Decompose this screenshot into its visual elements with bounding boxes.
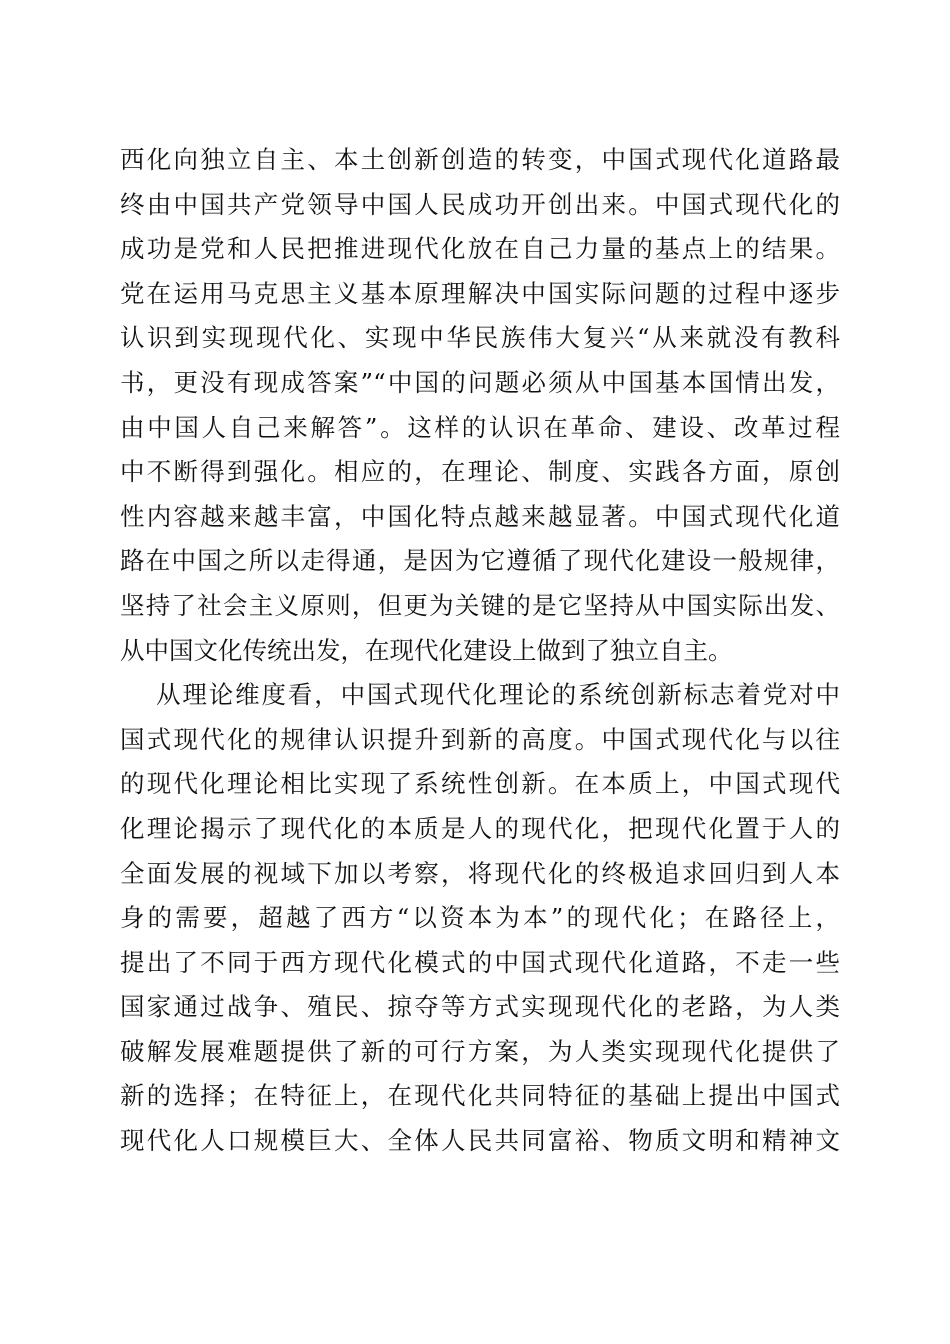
text-line: 西化向独立自主、本土创新创造的转变，中国式现代化道路最 — [120, 145, 840, 174]
text-line: 路在中国之所以走得通，是因为它遵循了现代化建设一般规律， — [120, 546, 840, 576]
text-line: 由中国人自己来解答”。这样的认识在革命、建设、改革过程 — [120, 412, 840, 442]
text-line: 化理论揭示了现代化的本质是人的现代化，把现代化置于人的 — [120, 813, 840, 843]
text-line: 性内容越来越丰富，中国化特点越来越显著。中国式现代化道 — [120, 501, 840, 531]
text-line: 成功是党和人民把推进现代化放在自己力量的基点上的结果。 — [120, 234, 840, 264]
text-line: 的现代化理论相比实现了系统性创新。在本质上，中国式现代 — [120, 769, 840, 799]
text-line: 从理论维度看，中国式现代化理论的系统创新标志着党对中 — [156, 680, 840, 710]
paragraph-1 — [120, 138, 840, 673]
text-line: 国家通过战争、殖民、掠夺等方式实现现代化的老路，为人类 — [120, 992, 840, 1022]
text-line: 身的需要，超越了西方“以资本为本”的现代化；在路径上， — [120, 903, 840, 933]
text-line: 新的选择；在特征上，在现代化共同特征的基础上提出中国式 — [120, 1081, 840, 1111]
paragraph-2 — [120, 673, 840, 1164]
text-line: 终由中国共产党领导中国人民成功开创出来。中国式现代化的 — [120, 189, 840, 219]
body-text — [120, 138, 840, 1164]
text-line: 中不断得到强化。相应的，在理论、制度、实践各方面，原创 — [120, 457, 840, 487]
text-line: 认识到实现现代化、实现中华民族伟大复兴“从来就没有教科 — [120, 323, 840, 353]
text-line: 全面发展的视域下加以考察，将现代化的终极追求回归到人本 — [120, 858, 840, 888]
text-line: 国式现代化的规律认识提升到新的高度。中国式现代化与以往 — [120, 724, 840, 754]
text-line: 现代化人口规模巨大、全体人民共同富裕、物质文明和精神文 — [120, 1126, 840, 1156]
text-line: 坚持了社会主义原则，但更为关键的是它坚持从中国实际出发、 — [120, 590, 840, 620]
text-line: 书，更没有现成答案”“中国的问题必须从中国基本国情出发， — [120, 367, 840, 397]
text-line: 破解发展难题提供了新的可行方案，为人类实现现代化提供了 — [120, 1036, 840, 1066]
text-line: 提出了不同于西方现代化模式的中国式现代化道路，不走一些 — [120, 947, 840, 977]
text-line: 党在运用马克思主义基本原理解决中国实际问题的过程中逐步 — [120, 278, 840, 308]
text-line: 从中国文化传统出发，在现代化建设上做到了独立自主。 — [120, 635, 733, 665]
